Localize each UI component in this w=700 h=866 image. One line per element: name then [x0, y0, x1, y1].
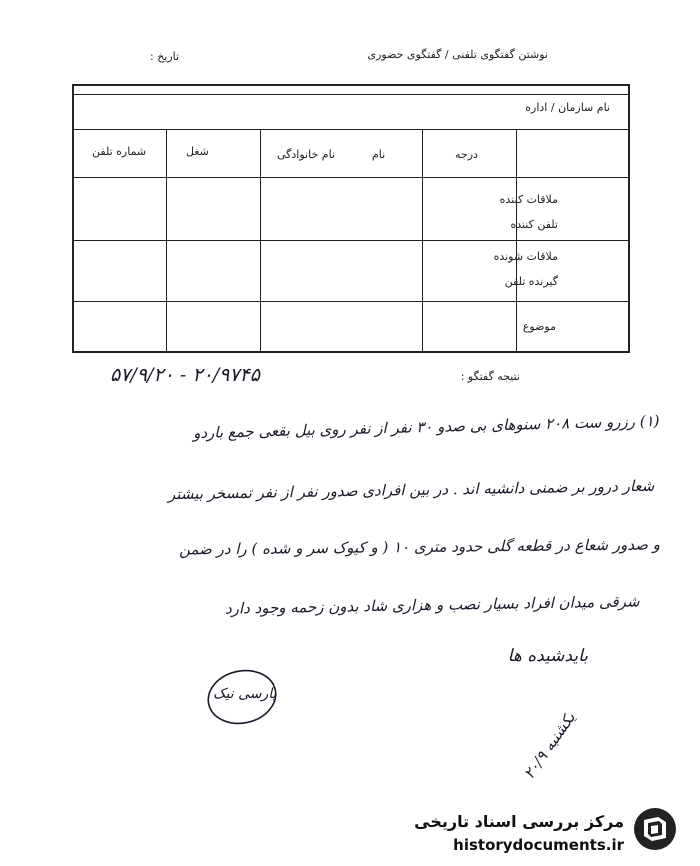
signature-text: پارسی نیک — [213, 686, 277, 702]
table-col-rule — [516, 129, 517, 352]
table-border-right — [628, 84, 630, 353]
table-col-rule — [166, 129, 167, 352]
table-border-bottom — [72, 351, 630, 353]
handwritten-line-1: (۱) رزرو ست ۲۰۸ سنوهای بی صدو ۳۰ نفر از نفر روی بیل بقعی جمع باردو — [193, 411, 661, 443]
table-rule — [72, 177, 630, 178]
table-rule — [72, 301, 630, 302]
watermark-org-name: مرکز بررسی اسناد تاریخی — [414, 812, 624, 831]
reference-number: ۵۷/۹/۲۰ - ۲۰/۹۷۴۵ — [110, 364, 260, 386]
conversation-result-label: نتیجه گفتگو : — [460, 370, 520, 383]
table-col-rule — [422, 129, 423, 352]
row-receiver: گیرنده تلفن — [504, 275, 558, 288]
col-name: نام — [372, 148, 386, 161]
col-rank: درجه — [455, 148, 478, 161]
watermark-site: historydocuments.ir — [453, 836, 624, 854]
margin-note: یکشنبه ۲۰/۹ — [520, 708, 579, 783]
signature — [205, 668, 279, 726]
table-rule — [72, 240, 630, 241]
form-title: نوشتن گفتگوی تلفنی / گفتگوی حضوری — [367, 48, 548, 61]
col-phone: شماره تلفن — [92, 145, 147, 158]
table-rule — [72, 129, 630, 130]
date-label: تاریخ : — [150, 50, 180, 63]
table-border-top — [72, 84, 630, 86]
table-col-rule — [260, 129, 261, 352]
watermark-logo — [632, 806, 678, 852]
handwritten-line-3: و صدور شعاع در قطعه گلی حدود متری ۱۰ ( و کیوک سر و شده ) را در ضمن — [179, 535, 661, 559]
table-border-left — [72, 84, 74, 353]
row-visitor: ملاقات کننده — [499, 193, 558, 206]
row-subject: موضوع — [522, 320, 556, 333]
table-rule — [72, 94, 630, 95]
row-caller: تلفن کننده — [510, 218, 558, 231]
handwritten-line-4: شرقی میدان افراد بسیار نصب و هزاری شاد بدون زحمه وجود دارد — [225, 592, 641, 618]
row-visited: ملاقات شونده — [493, 250, 558, 263]
col-family: نام خانوادگی — [277, 148, 335, 161]
handwritten-line-2: شعار درور بر ضمنی دانشیه اند . در بین افرادی صدور نفر از نفر تمسخر بیشتر — [167, 476, 655, 504]
org-label: نام سازمان / اداره — [525, 101, 610, 114]
col-job: شغل — [186, 145, 209, 158]
handwritten-line-5: بایدشیده ها — [507, 646, 588, 666]
document-logo-icon — [632, 806, 678, 852]
